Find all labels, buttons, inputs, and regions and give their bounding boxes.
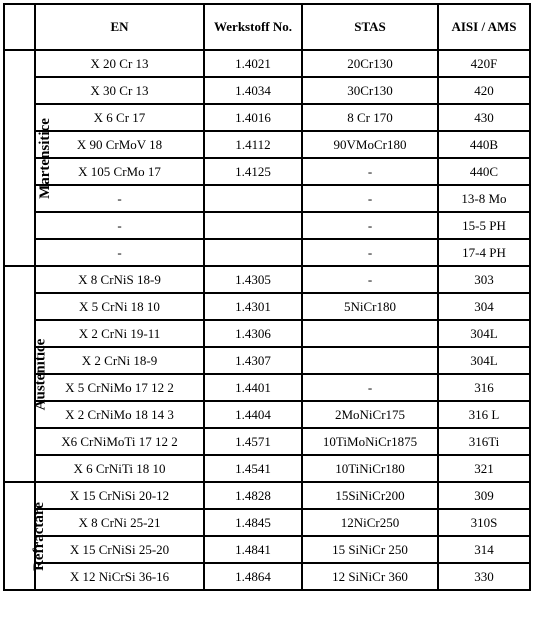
table-row	[4, 50, 530, 77]
table-row	[4, 374, 530, 401]
table-row	[4, 536, 530, 563]
werkstoff-no-cell: 1.4571	[204, 428, 302, 455]
werkstoff-no-cell: 1.4541	[204, 455, 302, 482]
aisi-ams-cell: 430	[438, 104, 530, 131]
stas-cell: 15SiNiCr200	[302, 482, 438, 509]
header-en: EN	[35, 4, 204, 50]
en-cell: X 2 CrNiMo 18 14 3	[35, 401, 204, 428]
table-row	[4, 428, 530, 455]
header-werkstoff-no: Werkstoff No.	[204, 4, 302, 50]
aisi-ams-cell: 316Ti	[438, 428, 530, 455]
stas-cell: -	[302, 239, 438, 266]
werkstoff-no-cell	[204, 239, 302, 266]
en-cell: X 90 CrMoV 18	[35, 131, 204, 158]
stas-cell: -	[302, 158, 438, 185]
stas-cell	[302, 320, 438, 347]
werkstoff-no-cell	[204, 212, 302, 239]
header-aisi-ams: AISI / AMS	[438, 4, 530, 50]
werkstoff-no-cell: 1.4305	[204, 266, 302, 293]
table-row	[4, 104, 530, 131]
aisi-ams-cell: 440B	[438, 131, 530, 158]
werkstoff-no-cell: 1.4125	[204, 158, 302, 185]
stas-cell: 30Cr130	[302, 77, 438, 104]
werkstoff-no-cell: 1.4301	[204, 293, 302, 320]
table-row	[4, 77, 530, 104]
werkstoff-no-cell: 1.4864	[204, 563, 302, 590]
werkstoff-no-cell: 1.4841	[204, 536, 302, 563]
aisi-ams-cell: 17-4 PH	[438, 239, 530, 266]
table-row	[4, 347, 530, 374]
stas-cell: 10TiNiCr180	[302, 455, 438, 482]
aisi-ams-cell: 303	[438, 266, 530, 293]
aisi-ams-cell: 304	[438, 293, 530, 320]
en-cell: X 5 CrNi 18 10	[35, 293, 204, 320]
table-row	[4, 455, 530, 482]
aisi-ams-cell: 309	[438, 482, 530, 509]
en-cell: X 2 CrNi 19-11	[35, 320, 204, 347]
aisi-ams-cell: 304L	[438, 347, 530, 374]
stas-cell: -	[302, 266, 438, 293]
en-cell: -	[35, 239, 204, 266]
aisi-ams-cell: 330	[438, 563, 530, 590]
aisi-ams-cell: 304L	[438, 320, 530, 347]
corner-cell	[4, 4, 35, 50]
stas-cell: 10TiMoNiCr1875	[302, 428, 438, 455]
stas-cell: 15 SiNiCr 250	[302, 536, 438, 563]
stas-cell: 12 SiNiCr 360	[302, 563, 438, 590]
aisi-ams-cell: 316 L	[438, 401, 530, 428]
werkstoff-no-cell: 1.4034	[204, 77, 302, 104]
en-cell: X6 CrNiMoTi 17 12 2	[35, 428, 204, 455]
group-label: Martensitice	[36, 117, 53, 199]
stas-cell: 20Cr130	[302, 50, 438, 77]
table-row	[4, 185, 530, 212]
steel-equivalence-table	[3, 3, 531, 591]
table-row	[4, 212, 530, 239]
werkstoff-no-cell: 1.4016	[204, 104, 302, 131]
header-row	[4, 4, 530, 50]
werkstoff-no-cell: 1.4828	[204, 482, 302, 509]
group-label: Refractare	[30, 501, 47, 571]
table-row	[4, 266, 530, 293]
werkstoff-no-cell: 1.4306	[204, 320, 302, 347]
group-label-cell	[4, 266, 49, 482]
aisi-ams-cell: 420	[438, 77, 530, 104]
table-row	[4, 320, 530, 347]
table-row	[4, 131, 530, 158]
stas-cell: 8 Cr 170	[302, 104, 438, 131]
group-label-cell	[4, 50, 53, 266]
group-label-cell	[4, 482, 47, 590]
en-cell: X 8 CrNiS 18-9	[35, 266, 204, 293]
en-cell: X 2 CrNi 18-9	[35, 347, 204, 374]
table-row	[4, 239, 530, 266]
table-row	[4, 563, 530, 590]
aisi-ams-cell: 316	[438, 374, 530, 401]
werkstoff-no-cell: 1.4845	[204, 509, 302, 536]
aisi-ams-cell: 440C	[438, 158, 530, 185]
werkstoff-no-cell: 1.4404	[204, 401, 302, 428]
group-label: Austenitice	[32, 338, 49, 410]
stas-cell: -	[302, 185, 438, 212]
table-body	[4, 50, 530, 590]
table-row	[4, 482, 530, 509]
stas-cell	[302, 347, 438, 374]
steel-equivalence-table-wrapper	[3, 3, 531, 591]
stas-cell: 2MoNiCr175	[302, 401, 438, 428]
en-cell: X 12 NiCrSi 36-16	[35, 563, 204, 590]
en-cell: X 105 CrMo 17	[35, 158, 204, 185]
stas-cell: -	[302, 374, 438, 401]
en-cell: X 6 Cr 17	[35, 104, 204, 131]
en-cell: X 6 CrNiTi 18 10	[35, 455, 204, 482]
werkstoff-no-cell: 1.4112	[204, 131, 302, 158]
en-cell: X 30 Cr 13	[35, 77, 204, 104]
werkstoff-no-cell: 1.4021	[204, 50, 302, 77]
aisi-ams-cell: 314	[438, 536, 530, 563]
table-row	[4, 401, 530, 428]
table-row	[4, 158, 530, 185]
en-cell: X 5 CrNiMo 17 12 2	[35, 374, 204, 401]
header-stas: STAS	[302, 4, 438, 50]
werkstoff-no-cell: 1.4307	[204, 347, 302, 374]
werkstoff-no-cell	[204, 185, 302, 212]
en-cell: -	[35, 185, 204, 212]
stas-cell: 90VMoCr180	[302, 131, 438, 158]
table-row	[4, 293, 530, 320]
aisi-ams-cell: 310S	[438, 509, 530, 536]
aisi-ams-cell: 321	[438, 455, 530, 482]
en-cell: X 20 Cr 13	[35, 50, 204, 77]
table-row	[4, 509, 530, 536]
en-cell: -	[35, 212, 204, 239]
stas-cell: -	[302, 212, 438, 239]
en-cell: X 8 CrNi 25-21	[35, 509, 204, 536]
en-cell: X 15 CrNiSi 20-12	[35, 482, 204, 509]
stas-cell: 5NiCr180	[302, 293, 438, 320]
en-cell: X 15 CrNiSi 25-20	[35, 536, 204, 563]
werkstoff-no-cell: 1.4401	[204, 374, 302, 401]
aisi-ams-cell: 420F	[438, 50, 530, 77]
aisi-ams-cell: 15-5 PH	[438, 212, 530, 239]
stas-cell: 12NiCr250	[302, 509, 438, 536]
aisi-ams-cell: 13-8 Mo	[438, 185, 530, 212]
